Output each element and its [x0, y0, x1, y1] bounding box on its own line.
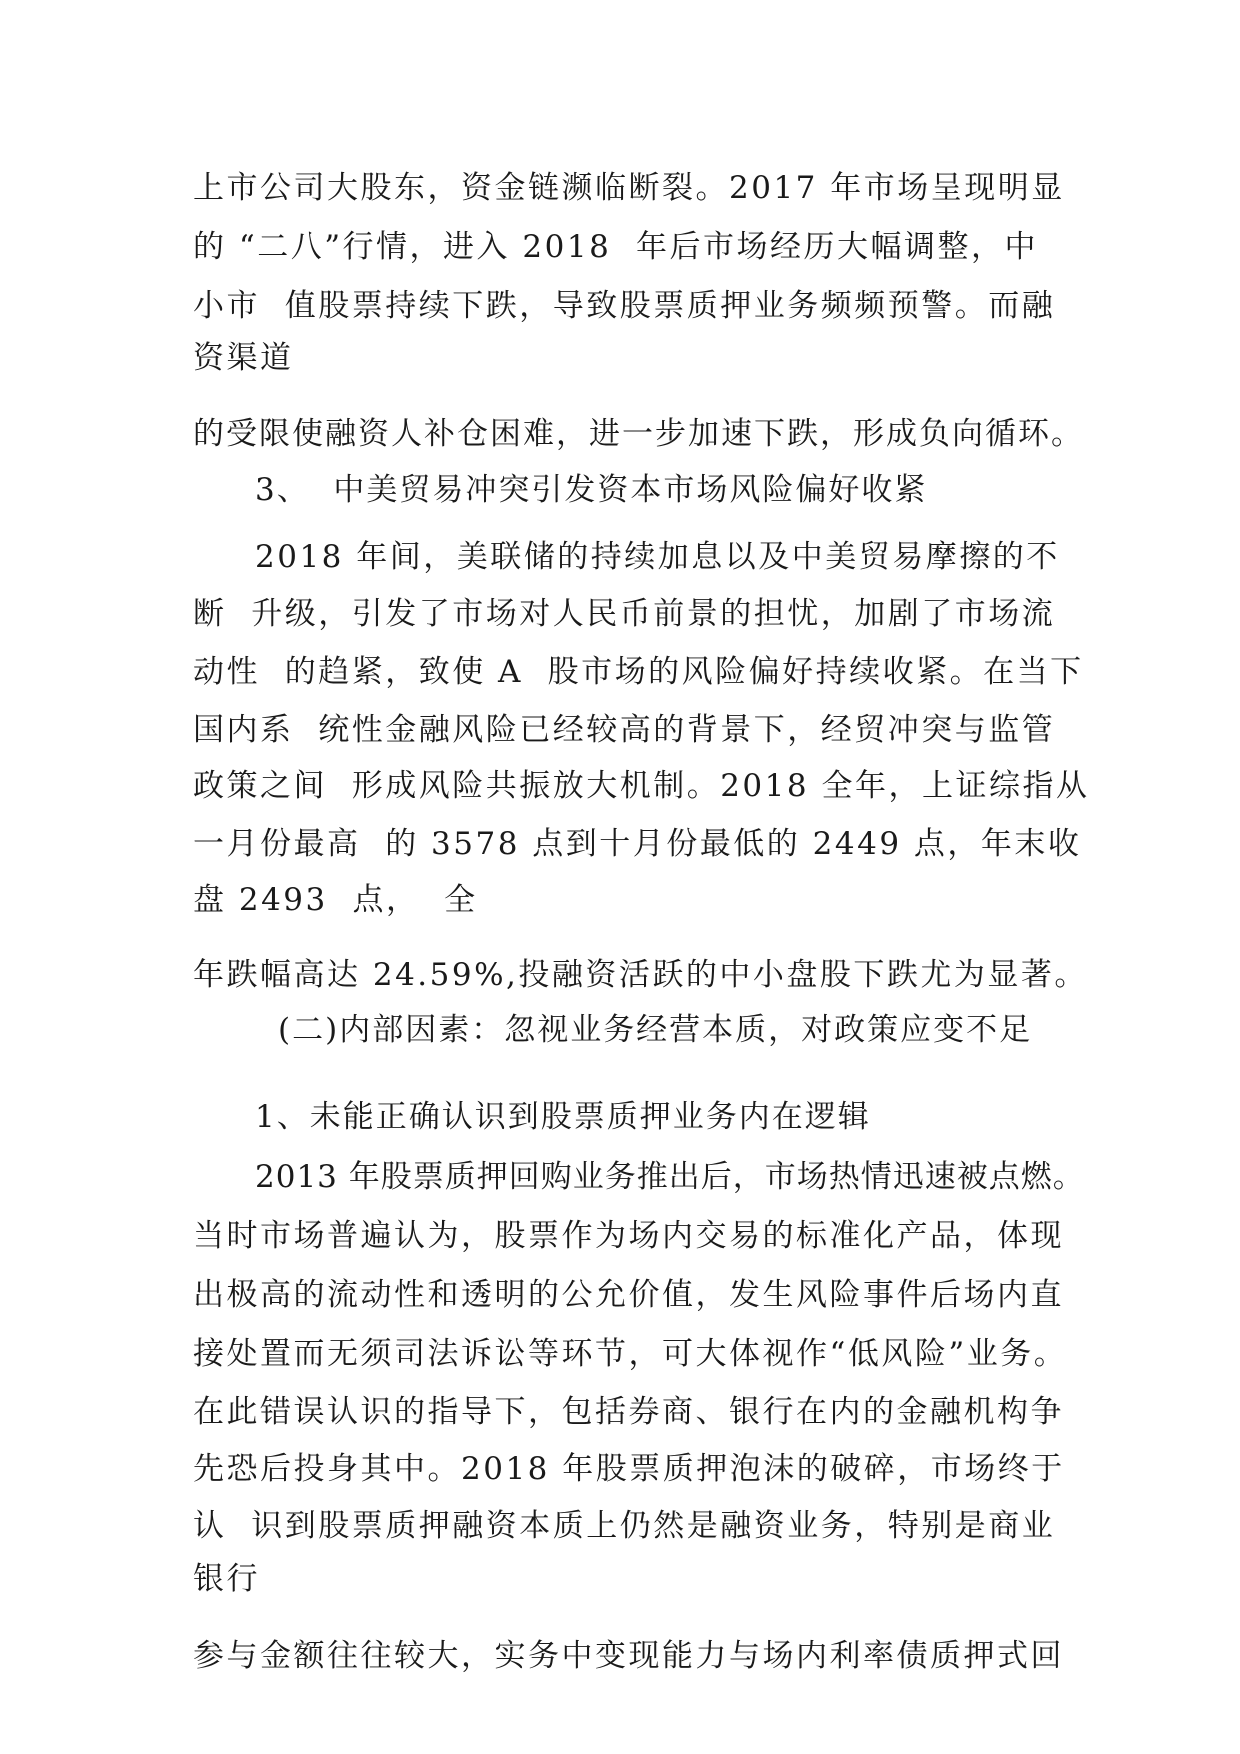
body-line: 盘 2493 点， 全 [193, 882, 478, 918]
section-heading: 1、未能正确认识到股票质押业务内在逻辑 [255, 1099, 871, 1135]
section-heading: (二)内部因素：忽视业务经营本质，对政策应变不足 [278, 1012, 1033, 1048]
body-line: 国内系 统性金融风险已经较高的背景下，经贸冲突与监管 [193, 712, 1056, 748]
body-line: 的受限使融资人补仓困难，进一步加速下跌，形成负向循环。 [193, 416, 1084, 452]
body-line: 先恐后投身其中。2018 年股票质押泡沫的破碎，市场终于 [193, 1451, 1065, 1487]
body-line: 2013 年股票质押回购业务推出后，市场热情迅速被点燃。 [255, 1159, 1085, 1195]
body-line: 上市公司大股东，资金链濒临断裂。2017 年市场呈现明显 [193, 170, 1065, 206]
body-line: 参与金额往往较大，实务中变现能力与场内利率债质押式回 [193, 1638, 1064, 1674]
body-line: 断 升级，引发了市场对人民币前景的担忧，加剧了市场流 [193, 596, 1056, 632]
body-line: 接处置而无须司法诉讼等环节，可大体视作“低风险”业务。 [193, 1336, 1068, 1372]
body-line: 出极高的流动性和透明的公允价值，发生风险事件后场内直 [193, 1277, 1064, 1313]
body-line: 2018 年间，美联储的持续加息以及中美贸易摩擦的不 [255, 539, 1060, 575]
body-line: 政策之间 形成风险共振放大机制。2018 全年，上证综指从 [193, 768, 1090, 804]
body-line: 当时市场普遍认为，股票作为场内交易的标准化产品，体现 [193, 1218, 1064, 1254]
body-line: 年跌幅高达 24.59%,投融资活跃的中小盘股下跌尤为显著。 [193, 957, 1088, 993]
body-line: 银行 [193, 1561, 260, 1597]
body-line: 的 “二八”行情，进入 2018 年后市场经历大幅调整，中 [193, 229, 1039, 265]
body-line: 小市 值股票持续下跌，导致股票质押业务频频预警。而融 [193, 288, 1056, 324]
body-line: 资渠道 [193, 340, 294, 376]
section-heading: 3、 中美贸易冲突引发资本市场风险偏好收紧 [255, 472, 928, 508]
body-line: 一月份最高 的 3578 点到十月份最低的 2449 点，年末收 [193, 826, 1082, 862]
body-line: 动性 的趋紧，致使 A 股市场的风险偏好持续收紧。在当下 [193, 654, 1084, 690]
body-line: 在此错误认识的指导下，包括券商、银行在内的金融机构争 [193, 1394, 1064, 1430]
body-line: 认 识到股票质押融资本质上仍然是融资业务，特别是商业 [193, 1508, 1056, 1544]
